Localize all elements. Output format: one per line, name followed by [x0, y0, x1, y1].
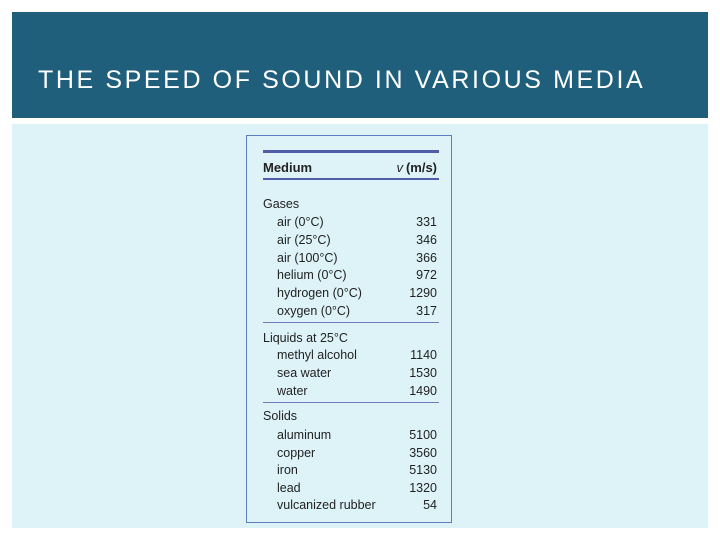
row-speed: 331: [416, 215, 437, 229]
row-speed: 1140: [410, 348, 437, 362]
row-medium: lead: [277, 481, 301, 495]
table-row: [263, 383, 437, 399]
section-gases: Gases: [263, 197, 300, 211]
table-row: [263, 267, 437, 283]
row-medium: air (25°C): [277, 233, 331, 247]
table-row: [263, 250, 437, 266]
title-bar: [12, 12, 708, 118]
row-medium: helium (0°C): [277, 268, 347, 282]
speed-of-sound-table: [246, 135, 452, 523]
table-row: [263, 214, 437, 230]
row-medium: hydrogen (0°C): [277, 286, 362, 300]
row-speed: 366: [416, 251, 437, 265]
section-solids: Solids: [263, 409, 298, 423]
row-speed: 1320: [409, 481, 437, 495]
row-speed: 1490: [409, 384, 437, 398]
row-speed: 346: [416, 233, 437, 247]
table-row: [263, 365, 437, 381]
row-medium: iron: [277, 463, 298, 477]
header-speed: [396, 160, 437, 175]
row-medium: air (100°C): [277, 251, 338, 265]
section-divider: [263, 322, 439, 323]
table-row: [263, 497, 437, 513]
row-medium: methyl alcohol: [277, 348, 357, 362]
header-v-symbol: v: [396, 160, 403, 175]
row-speed: 54: [423, 498, 437, 512]
table-row: [263, 445, 437, 461]
table-row: [263, 427, 437, 443]
table-row: [263, 303, 437, 319]
header-unit: (m/s): [405, 160, 437, 175]
slide-title: THE SPEED OF SOUND IN VARIOUS MEDIA: [38, 66, 646, 94]
row-speed: 317: [416, 304, 437, 318]
row-medium: aluminum: [277, 428, 332, 442]
section-divider: [263, 402, 439, 403]
row-speed: 5100: [409, 428, 437, 442]
header-medium: Medium: [263, 160, 313, 175]
table-header: [263, 160, 437, 176]
row-medium: sea water: [277, 366, 332, 380]
row-medium: vulcanized rubber: [277, 498, 376, 512]
row-speed: 1530: [409, 366, 437, 380]
row-speed: 3560: [409, 446, 437, 460]
row-medium: oxygen (0°C): [277, 304, 351, 318]
table-row: [263, 347, 437, 363]
row-speed: 1290: [409, 286, 437, 300]
table-row: [263, 462, 437, 478]
row-speed: 5130: [409, 463, 437, 477]
row-medium: water: [277, 384, 308, 398]
table-header-rule: [263, 178, 439, 180]
table-row: [263, 480, 437, 496]
row-medium: copper: [277, 446, 316, 460]
table-top-rule: [263, 150, 439, 153]
row-medium: air (0°C): [277, 215, 324, 229]
table-row: [263, 285, 437, 301]
section-liquids: Liquids at 25°C: [263, 331, 348, 345]
table-row: [263, 232, 437, 248]
row-speed: 972: [416, 268, 437, 282]
